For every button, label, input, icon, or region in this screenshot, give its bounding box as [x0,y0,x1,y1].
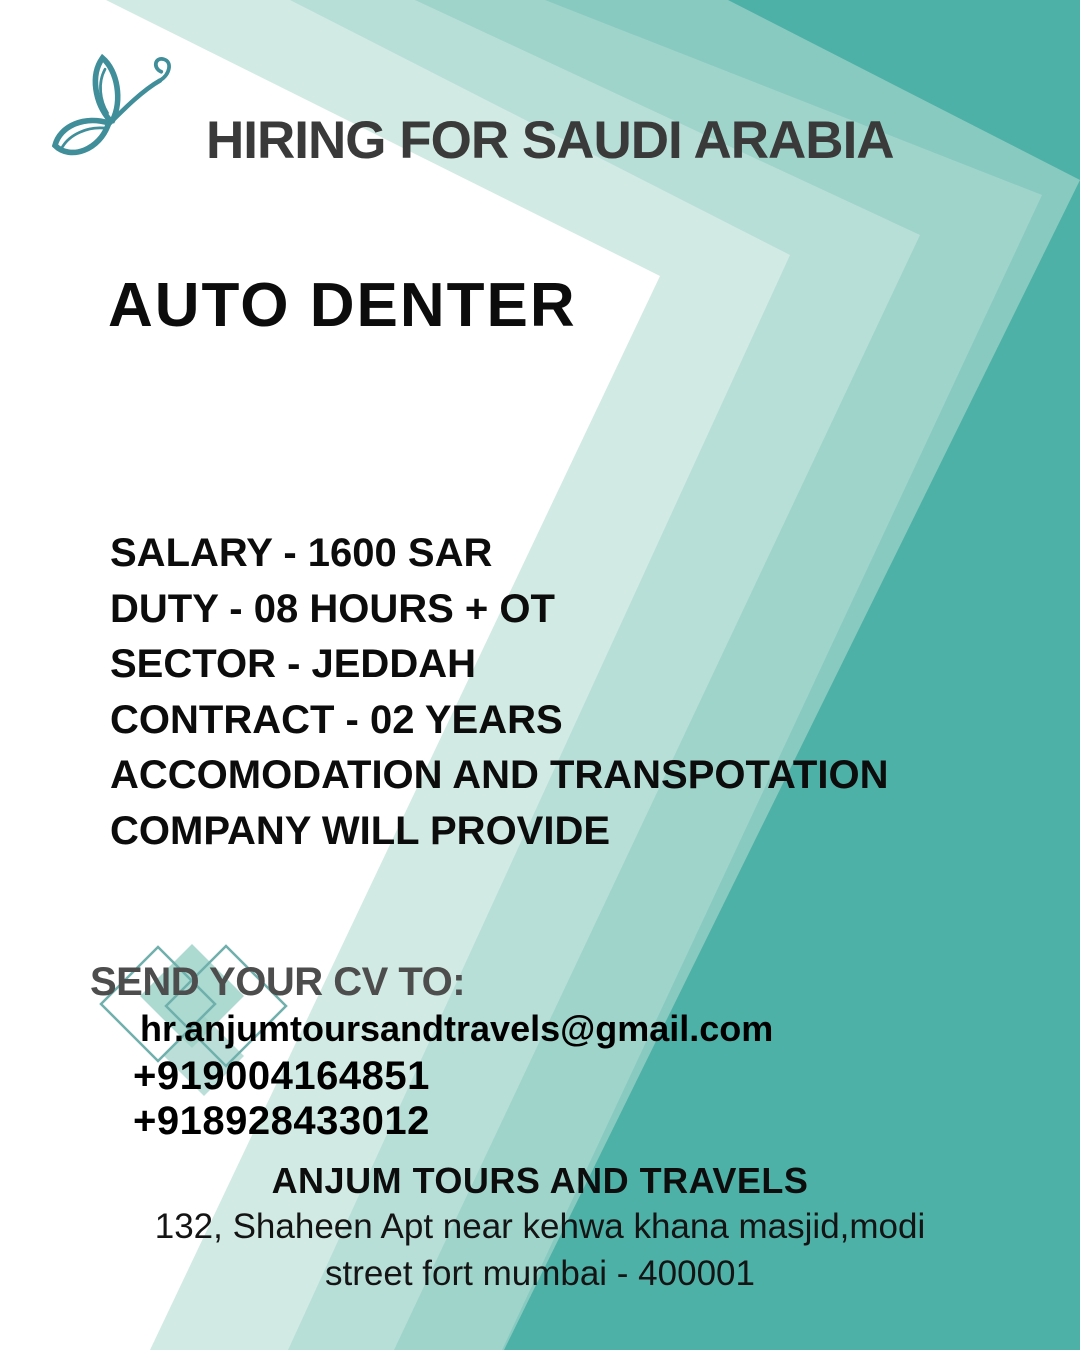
company-address-line1: 132, Shaheen Apt near kehwa khana masjid,modi [154,1207,926,1246]
job-title: AUTO DENTER [108,271,577,340]
job-details-list [110,526,888,859]
job-detail-duty: DUTY - 08 HOURS + OT [110,586,555,631]
company-address-line2: street fort mumbai - 400001 [325,1254,755,1293]
job-detail-contract: CONTRACT - 02 YEARS [110,697,563,742]
phone-number-1: +919004164851 [133,1054,430,1098]
cv-email: hr.anjumtoursandtravels@gmail.com [140,1008,774,1049]
company-name: ANJUM TOURS AND TRAVELS [271,1160,809,1201]
job-detail-sector: SECTOR - JEDDAH [110,642,476,686]
page-title: HIRING FOR SAUDI ARABIA [206,111,894,170]
phone-number-2: +918928433012 [133,1099,430,1143]
job-detail-accommodation: ACCOMODATION AND TRANSPOTATION [110,753,889,797]
job-detail-salary: SALARY - 1600 SAR [110,531,493,575]
job-detail-provide: COMPANY WILL PROVIDE [110,808,611,853]
send-cv-heading: SEND YOUR CV TO: [90,960,466,1004]
